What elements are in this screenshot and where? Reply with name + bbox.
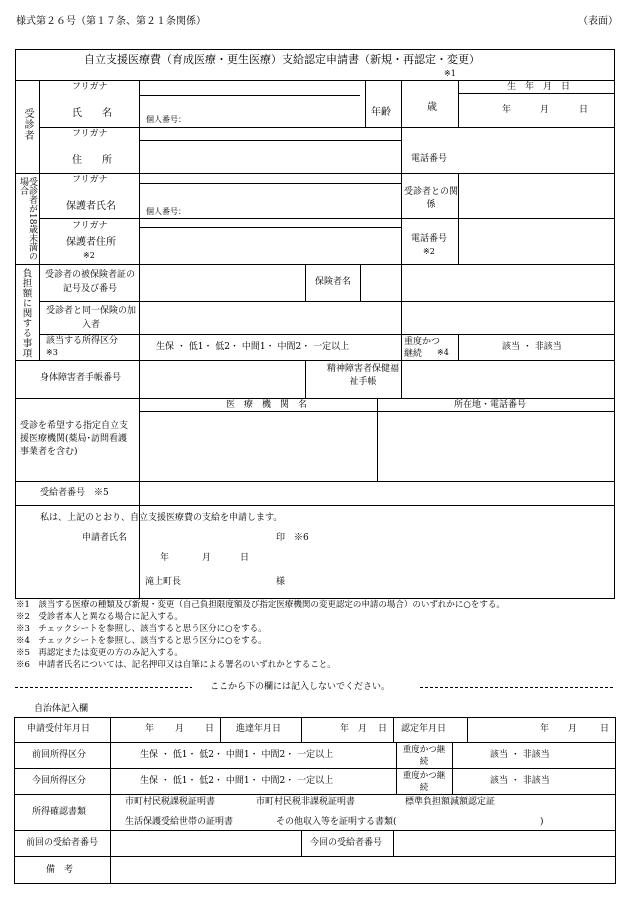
current-severe-label: 重度かつ継続 (402, 771, 446, 793)
birth-month-label: 月 (540, 105, 550, 115)
birth-day-label: 日 (579, 105, 589, 115)
received-date-label: 申請受付年月日 (27, 724, 91, 734)
birth-year-label: 年 (502, 105, 512, 115)
patient-group-label: 受診者 (22, 108, 33, 141)
proof-documents-label: 所得確認書類 (32, 807, 87, 817)
application-month-label: 月 (202, 553, 212, 563)
applicant-name-label: 申請者氏名 (82, 533, 128, 543)
guardian-phone-note: ※2 (423, 247, 435, 256)
divider-text: ここから下の欄には記入しないでください。 (210, 682, 391, 692)
birthdate-header: 生 年 月 日 (507, 82, 571, 92)
received-month: 月 (175, 724, 185, 734)
guardian-furigana-label: フリガナ (72, 175, 108, 185)
guardian-name-label: 保護者氏名 (66, 201, 116, 212)
application-year-label: 年 (160, 553, 170, 563)
patient-personal-number-label: 個人番号： (146, 115, 186, 124)
remarks-label: 備 考 (46, 865, 74, 875)
patient-name-label: 氏 名 (72, 108, 112, 119)
burden-group-label: 負担額に関する事項 (20, 268, 32, 358)
doc-non-taxable-certificate: 市町村民税非課税証明書 (256, 797, 356, 807)
previous-severe-options: 該当 ・ 非該当 (490, 750, 550, 760)
patient-address-furigana-label: フリガナ (72, 129, 108, 139)
title-note: ※1 (444, 69, 456, 78)
note-3: ※3 チェックシートを参照し、該当すると思う区分に○をする。 (16, 624, 267, 634)
received-year: 年 (145, 724, 155, 734)
patient-age-unit: 歳 (427, 102, 437, 113)
sent-date-label: 進達年月日 (236, 724, 282, 734)
office-section-title: 自治体記入欄 (34, 704, 89, 714)
institution-name-header: 医 療 機 関 名 (226, 400, 308, 410)
severe-continuous-label: 重度かつ継続 (404, 337, 441, 359)
previous-severe-label: 重度かつ継続 (402, 745, 446, 767)
mental-health-book-label: 精神障害者保健福祉手帳 (326, 364, 399, 387)
previous-income-options: 生保 ・ 低1・ 低2・ 中間1・ 中間2・ 一定以上 (140, 750, 334, 760)
received-day: 日 (205, 724, 215, 734)
guardian-address-note: ※2 (83, 251, 95, 260)
note-6: ※6 申請者氏名については、記名押印又は自筆による署名のいずれかとすること。 (16, 660, 336, 670)
income-class-options[interactable]: 生保 ・ 低1・ 低2・ 中間1・ 中間2・ 一定以上 (156, 342, 350, 352)
approved-day: 日 (600, 724, 610, 734)
doc-other-income-close: ) (540, 817, 544, 827)
approved-year: 年 (540, 724, 550, 734)
same-insurance-label: 受診者と同一保険の加入者 (45, 306, 136, 330)
approved-month: 月 (568, 724, 578, 734)
insurer-name-label: 保険者名 (315, 277, 352, 287)
previous-recipient-label: 前回の受給者番号 (26, 838, 99, 848)
doc-welfare-certificate: 生活保護受給世帯の証明書 (125, 817, 234, 827)
doc-reduction-certificate: 標準負担額減額認定証 (405, 797, 496, 807)
declaration-text: 私は、上記のとおり、自立支援医療費の支給を申請します。 (40, 513, 283, 523)
income-class-label: 該当する所得区分 (46, 336, 119, 346)
guardian-phone-label: 電話番号 (411, 234, 448, 244)
severe-applicable-options[interactable]: 該当 ・ 非該当 (502, 342, 562, 352)
sent-day: 日 (378, 724, 388, 734)
sent-year: 年 (340, 724, 350, 734)
note-2: ※2 受診者本人と異なる場合に記入する。 (16, 612, 183, 622)
patient-phone-label: 電話番号 (411, 154, 448, 164)
current-income-options: 生保 ・ 低1・ 低2・ 中間1・ 中間2・ 一定以上 (140, 776, 334, 786)
note-1: ※1 該当する医療の種類及び新規・変更（自己負担限度額及び指定医療機関の変更認定の申請の場合）のいずれかに○をする。 (16, 600, 505, 610)
guardian-group-label: 受診者が18歳未満の場合 (18, 177, 37, 261)
sent-month: 月 (358, 724, 368, 734)
guardian-address-label: 保護者住所 (66, 237, 116, 248)
institution-address-header: 所在地・電話番号 (454, 400, 527, 410)
disability-book-label: 身体障害者手帳番号 (40, 373, 122, 383)
current-income-label: 今回所得区分 (32, 776, 87, 786)
guardian-address-furigana-label: フリガナ (72, 221, 108, 231)
institution-label: 受診を希望する指定自立支援医療機関(薬局･訪問看護事業者を含む) (20, 421, 129, 457)
seal-mark: 印 ※6 (276, 533, 309, 543)
doc-other-income: その他収入等を証明する書類( (276, 817, 397, 827)
mayor-addressee: 滝上町長 (145, 577, 182, 587)
guardian-relation-label: 受診者との関係 (404, 187, 459, 210)
form-title: 自立支援医療費（育成医療・更生医療）支給認定申請書（新規・再認定・変更） (84, 53, 480, 66)
form-number: 様式第２６号（第１７条、第２１条関係） (16, 16, 206, 27)
note-4: ※4 チェックシートを参照し、該当すると思う区分に○をする。 (16, 636, 267, 646)
patient-age-label: 年齢 (371, 107, 391, 118)
current-severe-options: 該当 ・ 非該当 (490, 776, 550, 786)
doc-taxable-certificate: 市町村民税課税証明書 (125, 797, 216, 807)
recipient-number-label: 受給者番号 ※5 (40, 488, 109, 498)
patient-furigana-label: フリガナ (72, 82, 108, 92)
page-side-label: （表面） (578, 16, 618, 27)
guardian-personal-number-label: 個人番号： (146, 207, 186, 216)
patient-address-label: 住 所 (72, 155, 112, 166)
insurance-number-label: 受診者の被保険者証の記号及び番号 (44, 270, 135, 294)
current-recipient-label: 今回の受給者番号 (310, 838, 383, 848)
previous-income-label: 前回所得区分 (32, 750, 87, 760)
addressee-honorific: 様 (276, 577, 286, 587)
income-class-note: ※3 (46, 348, 58, 357)
note-5: ※5 再認定または変更の方のみ記入する。 (16, 648, 183, 658)
application-day-label: 日 (240, 553, 250, 563)
approved-date-label: 認定年月日 (401, 724, 447, 734)
severe-continuous-note: ※4 (437, 348, 449, 357)
